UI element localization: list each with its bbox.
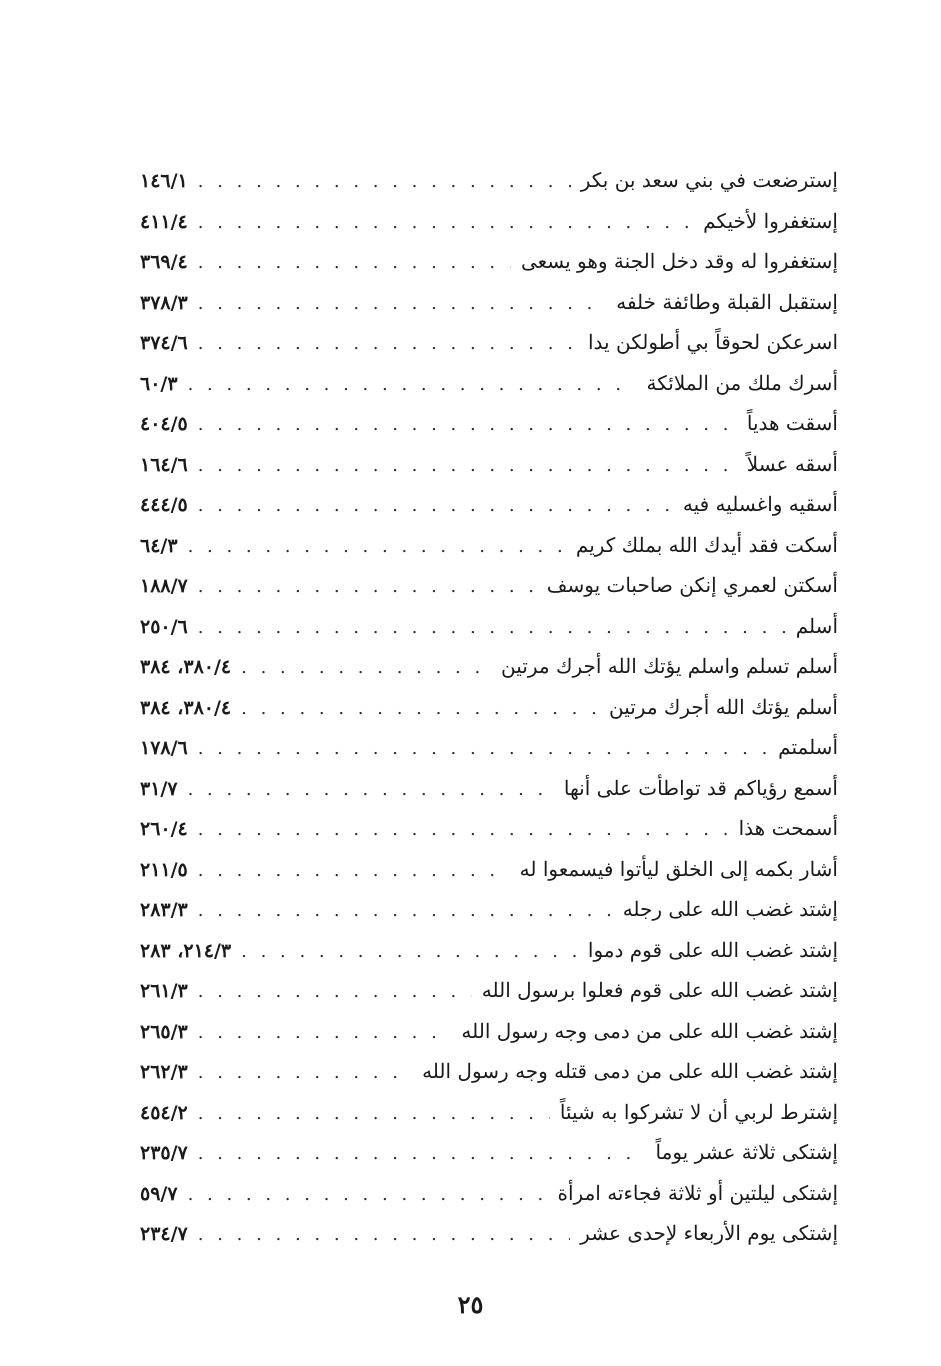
index-entry <box>140 1019 838 1060</box>
dot-leader <box>188 1184 548 1205</box>
entry-reference: ٣٨٠/٤، ٣٨٤ <box>140 696 232 719</box>
entry-reference: ٤٠٤/٥ <box>140 413 188 435</box>
index-entry <box>140 452 838 493</box>
index-entry <box>140 492 838 533</box>
entry-reference: ٢١١/٥ <box>140 858 188 881</box>
dot-leader <box>198 495 673 516</box>
dot-leader <box>198 900 613 921</box>
entry-reference: ٣٨٠/٤، ٣٨٤ <box>140 656 232 678</box>
index-entry <box>140 330 838 371</box>
index-entry <box>140 735 838 776</box>
index-entry <box>140 654 838 695</box>
entry-reference: ٢٣٤/٧ <box>140 1223 188 1245</box>
dot-leader <box>198 1224 570 1245</box>
entry-reference: ٣٦٩/٤ <box>140 251 188 273</box>
entry-reference: ١٨٨/٧ <box>140 575 188 597</box>
dot-leader <box>198 1062 412 1083</box>
dot-leader <box>198 455 737 476</box>
dot-leader <box>188 536 566 557</box>
entry-reference: ٣١/٧ <box>140 777 178 800</box>
entry-text: أسقه عسلاً <box>746 451 838 476</box>
dot-leader <box>198 860 510 881</box>
dot-leader <box>198 1022 452 1043</box>
entry-reference: ٦٠/٣ <box>140 372 178 395</box>
index-entry <box>140 1140 838 1181</box>
entry-text: إستغفروا له وقد دخل الجنة وهو يسعى <box>520 249 838 273</box>
index-entry <box>140 897 838 938</box>
entry-text: أسلم تسلم واسلم يؤتك الله أجرك مرتين <box>501 654 838 678</box>
index-entry <box>140 290 838 331</box>
dot-leader <box>198 414 737 435</box>
index-entry <box>140 857 838 898</box>
entry-reference: ٣٧٨/٣ <box>140 291 188 314</box>
index-entry <box>140 533 838 574</box>
entry-text: إستغفروا لأخيكم <box>703 208 838 233</box>
entry-text: أسقت هدياً <box>746 411 838 435</box>
dot-leader <box>198 819 729 840</box>
index-entry <box>140 168 838 209</box>
entry-text: أشار بكمه إلى الخلق ليأتوا فيسمعوا له <box>519 856 838 881</box>
entry-reference: ٢٦١/٣ <box>140 980 188 1002</box>
index-entry-list <box>140 168 838 1262</box>
entry-text: أسكت فقد أيدك الله بملك كريم <box>575 532 838 557</box>
index-entry <box>140 1059 838 1100</box>
entry-reference: ٢٦٢/٣ <box>140 1061 188 1083</box>
entry-reference: ٢٥٠/٦ <box>140 615 188 638</box>
entry-text: إشتكى ليلتين أو ثلاثة فجاءته امرأة <box>557 1180 838 1205</box>
entry-text: أسمحت هذا <box>738 816 838 840</box>
entry-reference: ٤١١/٤ <box>140 210 188 233</box>
entry-text: أسلم <box>795 613 838 638</box>
index-entry <box>140 938 838 979</box>
entry-reference: ٢١٤/٣، ٢٨٣ <box>140 939 232 962</box>
entry-reference: ٦٤/٣ <box>140 534 178 557</box>
dot-leader <box>241 698 599 719</box>
dot-leader <box>198 1103 550 1124</box>
index-entry <box>140 411 838 452</box>
dot-leader <box>198 293 606 314</box>
index-entry <box>140 1221 838 1262</box>
entry-reference: ٣٧٤/٦ <box>140 332 188 354</box>
entry-reference: ١٤٦/١ <box>140 170 188 192</box>
entry-text: إشتكى يوم الأربعاء لإحدى عشر <box>580 1221 838 1245</box>
index-entry <box>140 695 838 736</box>
entry-reference: ٢٦٥/٣ <box>140 1020 188 1043</box>
index-entry <box>140 614 838 655</box>
dot-leader <box>198 212 693 233</box>
dot-leader <box>198 1143 646 1164</box>
index-entry <box>140 1100 838 1141</box>
index-entry <box>140 249 838 290</box>
entry-reference: ٢٨٣/٣ <box>140 899 188 921</box>
dot-leader <box>198 738 768 759</box>
entry-text: اسرعكن لحوقاً بي أطولكن يدا <box>588 330 838 354</box>
entry-text: إشتد غضب الله على من دمى وجه رسول الله <box>461 1018 838 1043</box>
dot-leader <box>198 252 511 273</box>
index-entry <box>140 1181 838 1222</box>
entry-reference: ٥٩/٧ <box>140 1182 178 1205</box>
entry-text: أسلم يؤتك الله أجرك مرتين <box>608 694 838 719</box>
entry-reference: ١٦٤/٦ <box>140 453 188 476</box>
entry-text: إشتكى ثلاثة عشر يوماً <box>655 1140 838 1164</box>
dot-leader <box>198 617 786 638</box>
entry-text: أسقيه واغسليه فيه <box>682 492 838 516</box>
dot-leader <box>188 374 637 395</box>
entry-reference: ٤٥٤/٢ <box>140 1101 188 1124</box>
page-number: ٢٥ <box>457 1290 484 1319</box>
index-entry <box>140 816 838 857</box>
entry-text: إشتد غضب الله على من دمى قتله وجه رسول الله <box>422 1059 838 1083</box>
dot-leader <box>241 941 578 962</box>
index-entry <box>140 573 838 614</box>
index-entry <box>140 978 838 1019</box>
dot-leader <box>198 333 578 354</box>
entry-text: أسمع رؤياكم قد تواطأت على أنها <box>563 775 838 800</box>
dot-leader <box>198 981 472 1002</box>
entry-reference: ٢٦٠/٤ <box>140 818 188 840</box>
entry-text: إسترضعت في بني سعد بن بكر <box>580 168 838 192</box>
dot-leader <box>188 779 554 800</box>
index-entry <box>140 776 838 817</box>
dot-leader <box>198 576 537 597</box>
entry-text: أسكتن لعمري إنكن صاحبات يوسف <box>546 573 838 597</box>
entry-text: إشتد غضب الله على قوم دموا <box>587 937 838 962</box>
entry-text: إشتد غضب الله على رجله <box>622 897 838 921</box>
index-entry <box>140 371 838 412</box>
entry-text: إستقبل القبلة وطائفة خلفه <box>616 289 838 314</box>
entry-reference: ٤٤٤/٥ <box>140 494 188 516</box>
entry-text: إشتد غضب الله على قوم فعلوا برسول الله <box>481 978 838 1002</box>
entry-text: أسلمتم <box>778 735 838 759</box>
dot-leader <box>241 657 491 678</box>
index-entry <box>140 209 838 250</box>
dot-leader <box>198 171 571 192</box>
entry-text: أسرك ملك من الملائكة <box>646 370 838 395</box>
entry-reference: ٢٣٥/٧ <box>140 1142 188 1164</box>
entry-text: إشترط لربي أن لا تشركوا به شيئاً <box>559 1099 838 1124</box>
entry-reference: ١٧٨/٦ <box>140 737 188 759</box>
